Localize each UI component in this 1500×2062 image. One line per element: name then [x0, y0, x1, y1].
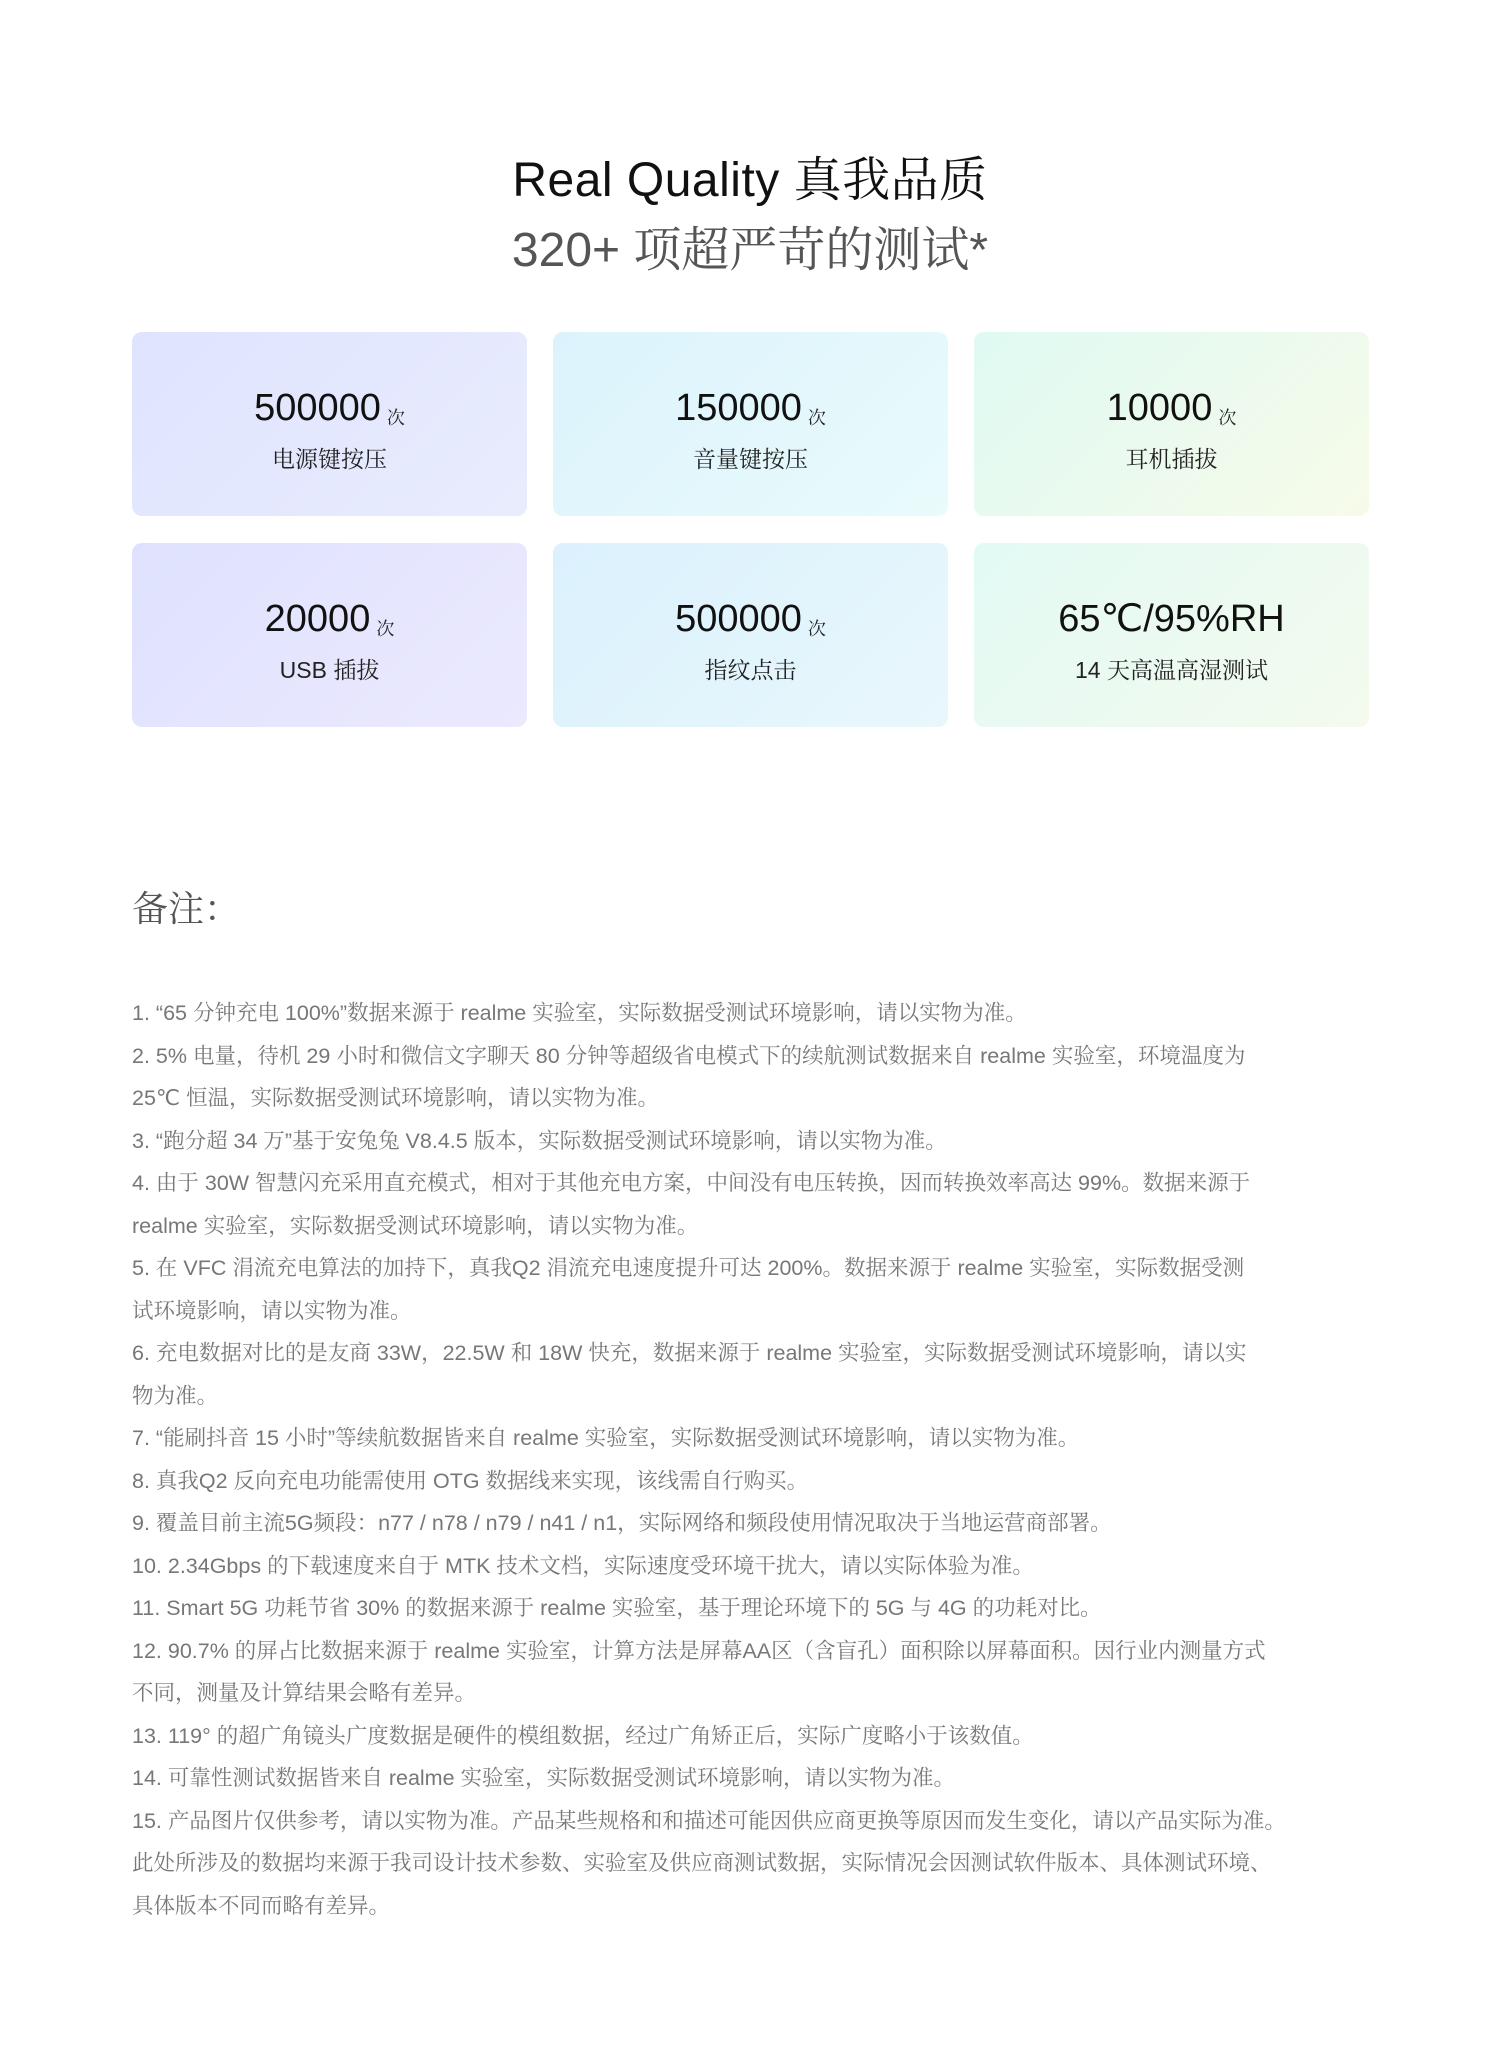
stat-value-row [1107, 378, 1237, 430]
note-line: 5. 在 VFC 涓流充电算法的加持下，真我Q2 涓流充电速度提升可达 200%。数据来源于 realme 实验室，实际数据受测 [132, 1256, 1245, 1280]
note-line: 2. 5% 电量，待机 29 小时和微信文字聊天 80 分钟等超级省电模式下的续航测试数据来自 realme 实验室，环境温度为 [132, 1043, 1246, 1068]
notes-heading: 备注： [132, 888, 241, 929]
stat-label: 指纹点击 [704, 657, 797, 683]
note-line: 具体版本不同而略有差异。 [132, 1893, 391, 1918]
note-line: 不同，测量及计算结果会略有差异。 [132, 1681, 477, 1705]
notes-list [132, 992, 1394, 1927]
stat-label: 电源键按压 [272, 446, 387, 472]
stat-value-row [265, 589, 395, 641]
note-line: 10. 2.34Gbps 的下载速度来自于 MTK 技术文档，实际速度受环境干扰大，请以实际体验为准。 [132, 1553, 1034, 1578]
stat-label: 耳机插拔 [1125, 446, 1218, 472]
stat-value: 10000 [1106, 387, 1213, 429]
stat-unit: 次 [807, 408, 826, 428]
stat-value-row [675, 589, 826, 641]
note-line: 7. “能刷抖音 15 小时”等续航数据皆来自 realme 实验室，实际数据受测试环境影响，请以实物为准。 [132, 1426, 1080, 1450]
note-line: 1. “65 分钟充电 100%”数据来源于 realme 实验室，实际数据受测试环境影响，请以实物为准。 [132, 1001, 1027, 1025]
note-line: 15. 产品图片仅供参考，请以实物为准。产品某些规格和和描述可能因供应商更换等原因而发生变化，请以产品实际为准。 [132, 1808, 1286, 1833]
stat-card-usb-plug [132, 543, 527, 727]
note-line: 9. 覆盖目前主流5G频段：n77 / n78 / n79 / n41 / n1，实际网络和频段使用情况取决于当地运营商部署。 [132, 1511, 1112, 1535]
stat-value-row [1058, 589, 1284, 641]
stat-card-fingerprint [553, 543, 948, 727]
page-title: Real Quality 真我品质 [512, 154, 988, 207]
page-subtitle: 320+ 项超严苛的测试* [511, 224, 989, 277]
note-line: 物为准。 [132, 1383, 219, 1408]
note-line: 试环境影响，请以实物为准。 [132, 1298, 412, 1323]
note-line: 14. 可靠性测试数据皆来自 realme 实验室，实际数据受测试环境影响，请以实物为准。 [132, 1766, 956, 1790]
note-line: 6. 充电数据对比的是友商 33W，22.5W 和 18W 快充，数据来源于 realme 实验室，实际数据受测试环境影响，请以实 [132, 1341, 1247, 1365]
stat-label: 音量键按压 [693, 446, 808, 472]
stat-value: 20000 [264, 598, 371, 640]
stat-value: 65℃/95%RH [1058, 598, 1285, 640]
note-line: 3. “跑分超 34 万”基于安兔兔 V8.4.5 版本，实际数据受测试环境影响，请以实物为准。 [132, 1128, 947, 1153]
stat-card-volume-key [553, 332, 948, 516]
stat-value: 500000 [254, 387, 381, 429]
stat-label: USB 插拔 [279, 657, 380, 683]
stat-card-headphone-plug [974, 332, 1369, 516]
stat-unit: 次 [386, 408, 405, 428]
note-line: 4. 由于 30W 智慧闪充采用直充模式，相对于其他充电方案，中间没有电压转换，因而转换效率高达 99%。数据来源于 [132, 1171, 1251, 1195]
stat-card-power-key [132, 332, 527, 516]
note-line: 13. 119° 的超广角镜头广度数据是硬件的模组数据，经过广角矫正后，实际广度略小于该数值。 [132, 1723, 1034, 1748]
stat-value-row [675, 378, 826, 430]
note-line: realme 实验室，实际数据受测试环境影响，请以实物为准。 [132, 1213, 699, 1238]
note-line: 8. 真我Q2 反向充电功能需使用 OTG 数据线来实现，该线需自行购买。 [132, 1468, 809, 1493]
stat-unit: 次 [1218, 408, 1237, 428]
stat-unit: 次 [376, 619, 395, 639]
note-line: 12. 90.7% 的屏占比数据来源于 realme 实验室，计算方法是屏幕AA区（含盲孔）面积除以屏幕面积。因行业内测量方式 [132, 1638, 1266, 1663]
note-line: 25℃ 恒温，实际数据受测试环境影响，请以实物为准。 [132, 1086, 660, 1110]
stat-card-heat-humidity [974, 543, 1369, 727]
stat-label: 14 天高温高湿测试 [1075, 657, 1268, 683]
test-stats-grid [132, 332, 1370, 727]
note-line: 11. Smart 5G 功耗节省 30% 的数据来源于 realme 实验室，基于理论环境下的 5G 与 4G 的功耗对比。 [132, 1596, 1102, 1620]
stat-unit: 次 [807, 619, 826, 639]
stat-value-row [254, 378, 405, 430]
stat-value: 150000 [675, 387, 802, 429]
stat-value: 500000 [675, 598, 802, 640]
note-line: 此处所涉及的数据均来源于我司设计技术参数、实验室及供应商测试数据，实际情况会因测试软件版本、具体测试环境、 [132, 1851, 1272, 1875]
